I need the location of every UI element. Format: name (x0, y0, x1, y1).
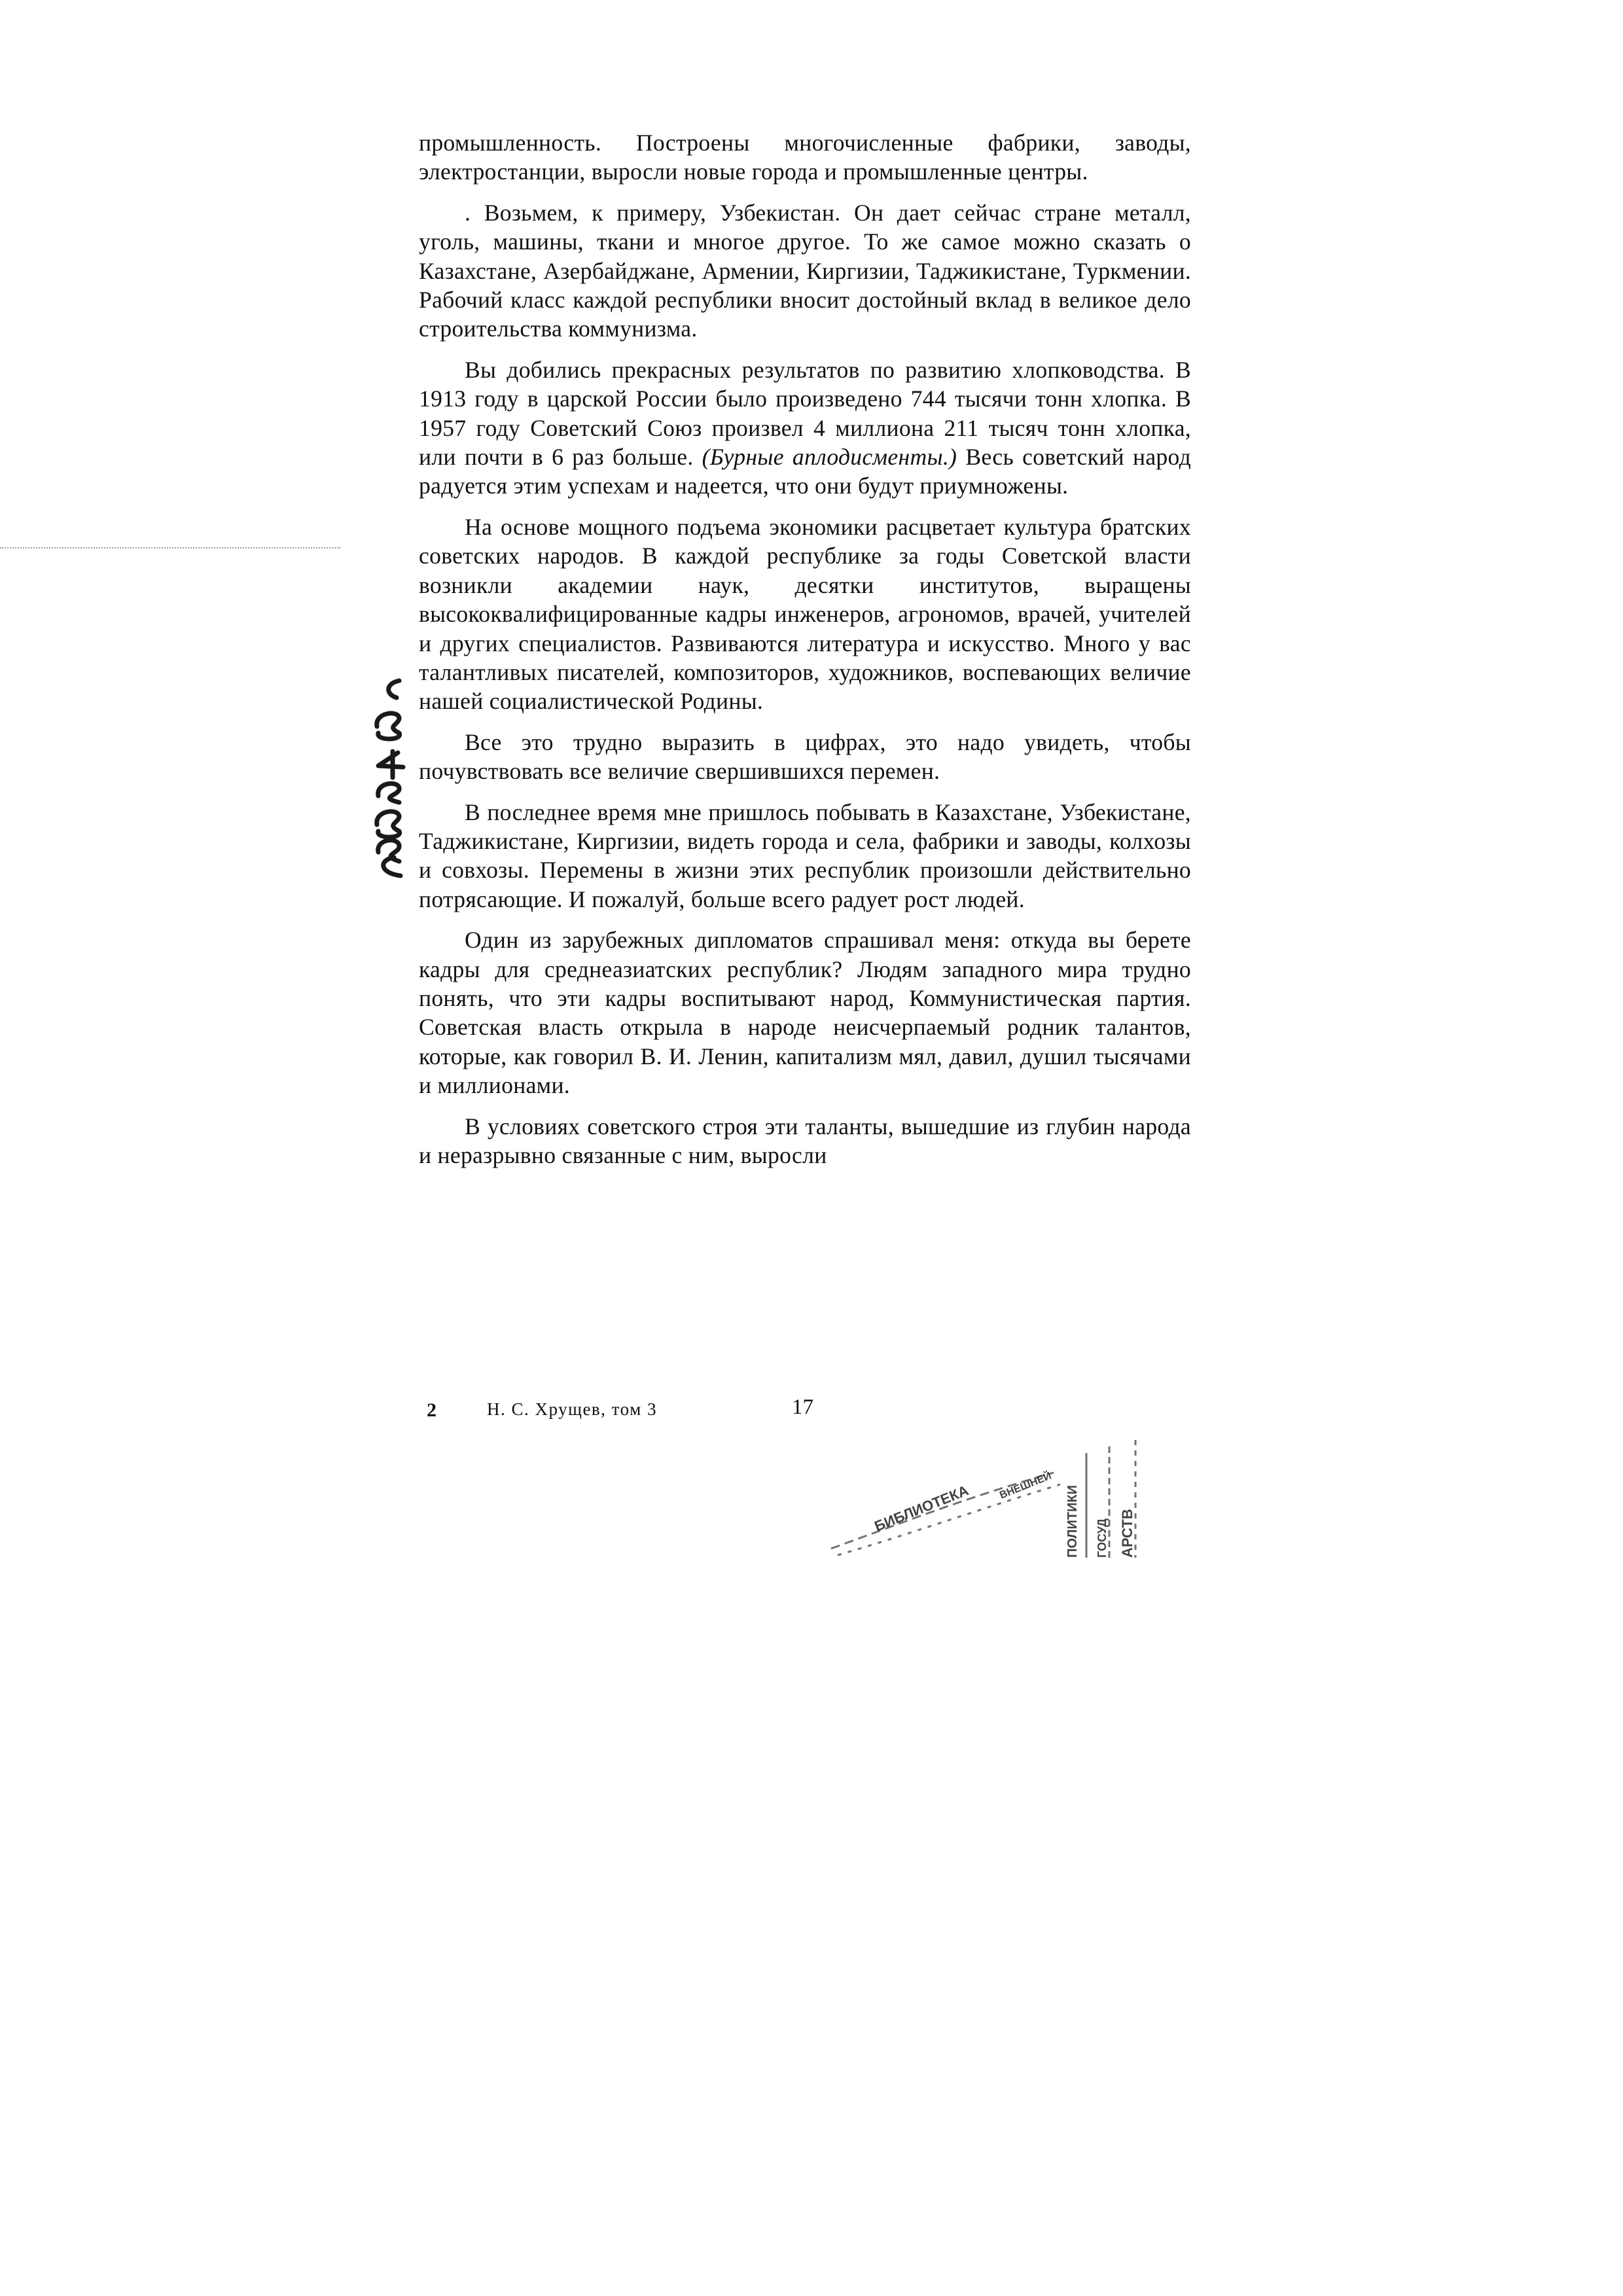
page-footer (427, 1395, 885, 1428)
paragraph-1: промышленность. Построены многочисленные фабрики, заводы, электростанции, выросли новые города и промышленные центры. (419, 130, 1191, 185)
paragraph-3-text: Вы добились прекрасных результатов по развитию хлопководства. В 1913 году в царской России было произведено 744 тысячи тонн хлопка. В 1957 году Советский Союз произвел 4 миллиона 211 тысяч тонн хлопка, или почти в 6 раз больше. (419, 356, 1191, 471)
paragraph-5: Все это трудно выразить в цифрах, это надо увидеть, чтобы почувствовать все величие свершившихся перемен. (419, 728, 1191, 785)
stamp-fragment-1: БИБЛИОТЕКА (872, 1482, 971, 1535)
paragraph-6: В последнее время мне пришлось побывать в Казахстане, Узбекистане, Таджикистане, Киргизии, видеть города и села, фабрики и заводы, колхозы и совхозы. Перемены в жизни этих республик произошли действительно потрясающие. И пожалуй, больше всего радует рост людей. (419, 798, 1191, 912)
library-stamp (818, 1394, 1158, 1564)
paragraph-4: На основе мощного подъема экономики расцветает культура братских советских народов. В каждой республике за годы Советской власти возникли академии наук, десятки институтов, выращены высококвалифицированные кадры инженеров, агрономов, врачей, учителей и других специалистов. Развиваются литература и искусство. Много у вас талантливых писателей, композиторов, художников, воспевающих величие нашей социалистической Родины. (419, 513, 1191, 715)
library-stamp-graphic (818, 1394, 1158, 1564)
handwritten-number-drawing (366, 668, 412, 884)
stamp-fragment-4: ГОСУД (1096, 1518, 1109, 1558)
paragraph-8: В условиях советского строя эти таланты, вышедшие из глубин народа и неразрывно связанные с ним, выросли (419, 1113, 1191, 1168)
handwritten-inventory-number (366, 668, 412, 884)
paragraph-3 (419, 355, 1191, 501)
main-text-column (419, 128, 1191, 1181)
paragraph-7: Один из зарубежных дипломатов спрашивал меня: откуда вы берете кадры для среднеазиатских республик? Людям западного мира трудно понять, что эти кадры воспитывают народ, Коммунистическая партия. Советская власть открыла в народе неисчерпаемый родник талантов, которые, как говорил В. И. Ленин, капитализм мял, давил, душил тысячами и миллионами. (419, 927, 1191, 1099)
applause-remark: (Бурные аплодисменты.) (702, 444, 957, 471)
scan-artifact-line (0, 547, 340, 548)
page-number: 17 (792, 1395, 813, 1419)
signature-number: 2 (427, 1399, 437, 1421)
signature-title: Н. С. Хрущев, том 3 (487, 1399, 657, 1419)
stamp-fragment-2: ВНЕШНЕЙ (998, 1470, 1054, 1501)
paragraph-2: . Возьмем, к примеру, Узбекистан. Он дает сейчас стране металл, уголь, машины, ткани и многое другое. То же самое можно сказать о Казахстане, Азербайджане, Армении, Киргизии, Таджикистане, Туркмении. Рабочий класс каждой республики вносит достойный вклад в великое дело строительства коммунизма. (419, 199, 1191, 342)
stamp-fragment-5: АРСТВ (1119, 1509, 1135, 1558)
paragraph-3-tail: Весь советский народ радуется этим успехам и надеется, что они будут приумножены. (419, 444, 1191, 499)
stamp-fragment-3: ПОЛИТИКИ (1065, 1484, 1080, 1558)
